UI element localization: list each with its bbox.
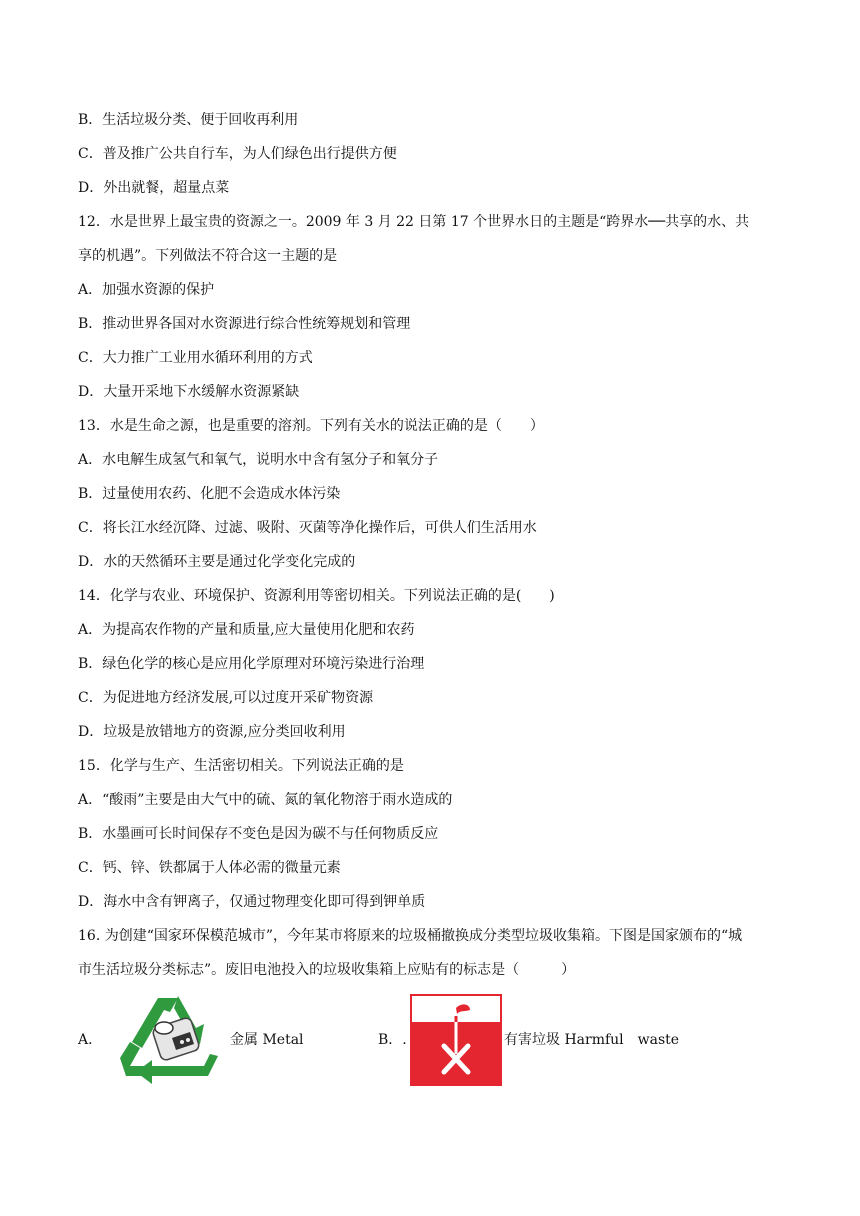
q14-option-b: B．绿色化学的核心是应用化学原理对环境污染进行治理 [78,656,425,672]
harmful-waste-icon [410,994,502,1086]
q15-stem: 15．化学与生产、生活密切相关。下列说法正确的是 [78,758,404,774]
q16-option-a-label: A． [78,1032,103,1048]
q15-option-b: B．水墨画可长时间保存不变色是因为碳不与任何物质反应 [78,826,439,842]
metal-recycling-icon [112,992,228,1084]
q11-option-c: C．普及推广公共自行车，为人们绿色出行提供方便 [78,146,397,162]
q15-option-c: C．钙、锌、铁都属于人体必需的微量元素 [78,860,341,876]
q13-option-d: D．水的天然循环主要是通过化学变化完成的 [78,554,356,570]
q12-stem-line2: 享的机遇”。下列做法不符合这一主题的是 [78,248,338,264]
q14-stem: 14．化学与农业、环境保护、资源利用等密切相关。下列说法正确的是( ) [78,588,555,604]
q12-option-c: C．大力推广工业用水循环利用的方式 [78,350,313,366]
q13-option-a: A．水电解生成氢气和氧气，说明水中含有氢分子和氧分子 [78,452,439,468]
q12-option-a: A．加强水资源的保护 [78,282,215,298]
q13-stem: 13．水是生命之源，也是重要的溶剂。下列有关水的说法正确的是（ ） [78,418,544,434]
q16-stem-line1: 16. 为创建“国家环保模范城市”，今年某市将原来的垃圾桶撤换成分类型垃圾收集箱。下图是国家颁布的“城 [78,928,743,944]
q15-option-a: A．“酸雨”主要是由大气中的硫、氮的氧化物溶于雨水造成的 [78,792,453,808]
q14-option-d: D．垃圾是放错地方的资源,应分类回收利用 [78,724,346,740]
q12-option-d: D．大量开采地下水缓解水资源紧缺 [78,384,300,400]
q11-option-d: D．外出就餐，超量点菜 [78,180,230,196]
q13-option-b: B．过量使用农药、化肥不会造成水体污染 [78,486,341,502]
q13-option-c: C．将长江水经沉降、过滤、吸附、灭菌等净化操作后，可供人们生活用水 [78,520,537,536]
q16-option-b-label: B．. [378,1032,407,1048]
q14-option-c: C．为促进地方经济发展,可以过度开采矿物资源 [78,690,374,706]
q12-stem-line1: 12．水是世界上最宝贵的资源之一。2009 年 3 月 22 日第 17 个世界水日的主题是“跨界水──共享的水、共 [78,214,750,230]
q14-option-a: A．为提高农作物的产量和质量,应大量使用化肥和农药 [78,622,415,638]
q11-option-b: B．生活垃圾分类、便于回收再利用 [78,112,299,128]
q16-stem-line2: 市生活垃圾分类标志”。废旧电池投入的垃圾收集箱上应贴有的标志是（ ） [78,962,576,978]
q16-option-b-caption: 有害垃圾 Harmful waste [504,1032,680,1048]
q15-option-d: D．海水中含有钾离子，仅通过物理变化即可得到钾单质 [78,894,426,910]
q16-option-a-caption: 金属 Metal [230,1032,304,1048]
q12-option-b: B．推动世界各国对水资源进行综合性统筹规划和管理 [78,316,411,332]
